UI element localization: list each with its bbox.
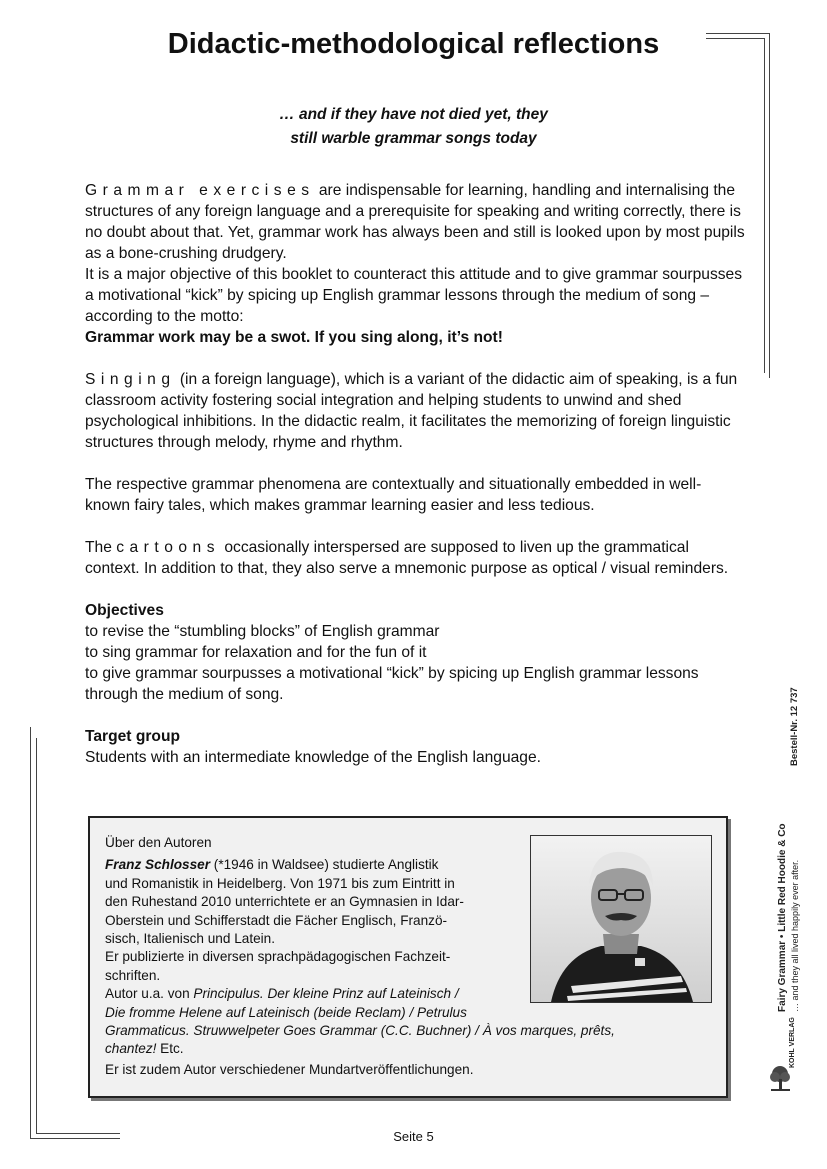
sidebar-imprint [752,687,822,1110]
objective-item: to give grammar sourpusses a motivational “kick” by spicing up English grammar lessons through the medium of song. [85,665,699,703]
paragraph-grammar-phenomena: The respective grammar phenomena are contextually and situationally embedded in well-known fairy tales, which makes grammar learning easier and less tedious. [85,476,702,514]
paragraph-text: It is a major objective of this booklet to counteract this attitude and to give grammar sourpusses a motivational “kick” by spicing up English grammar lessons through the medium of song – according to the motto: [85,266,743,325]
author-photo [530,835,712,1003]
bio-line: schriften. [105,967,161,983]
author-name: Franz Schlosser [105,857,211,873]
book-title-vertical: Fairy Grammar • Little Red Hoodie & Co [777,823,788,1012]
spaced-term: Grammar exercises [85,182,315,199]
bio-line: sisch, Italienisch und Latein. [105,931,276,947]
paragraph-text: The [85,539,117,556]
paragraph-text: are indispensable for learning, handling and internalising the structures of any foreign language and a prerequisite for speaking and writing correctly, there is no doubt about that. Yet, grammar work has always been and still is looked upon by most pupils as a bone-crushing drudgery. [85,182,745,262]
author-portrait-icon [531,836,711,1002]
bio-line: Grammaticus. Struwwelpeter Goes Grammar (C.C. Buchner) / À vos marques, prêts, [105,1023,615,1039]
bio-line: und Romanistik in Heidelberg. Von 1971 bis zum Eintritt in [105,875,455,891]
subtitle-line-2: still warble grammar songs today [290,130,537,147]
objective-item: to revise the “stumbling blocks” of English grammar [85,623,440,640]
bio-line: Autor u.a. von Principulus. Der kleine Prinz auf Lateinisch / [105,986,459,1002]
objectives-heading: Objectives [85,602,164,619]
book-subtitle-vertical: … and they all lived happily ever after. [790,859,800,1012]
publisher-name: KOHL VERLAG [789,1017,796,1068]
paragraph-text: (in a foreign language), which is a variant of the didactic aim of speaking, is a fun classroom activity fostering social integration and helping students to unwind and shed psychological inhibitions. In the didactic realm, it facilitates the memorizing of foreign linguistic structures through melody, rhyme and rhythm. [85,371,738,451]
subtitle-line-1: … and if they have not died yet, they [279,106,548,123]
author-box [88,816,728,1098]
target-group-section [85,726,745,768]
paragraph-singing [85,369,745,453]
paragraph-text: occasionally interspersed are supposed to liven up the grammatical context. In addition to that, they also serve a mnemonic purpose as optical / visual reminders. [85,539,729,577]
author-box-heading: Über den Autoren [105,835,212,850]
bio-line: Die fromme Helene auf Lateinisch (beide Reclam) / Petrulus [105,1004,467,1020]
main-text [85,180,745,789]
target-group-heading: Target group [85,728,181,745]
bio-line: chantez! Etc. [105,1041,184,1057]
paragraph-cartoons [85,537,745,579]
page-number: Seite 5 [393,1129,434,1144]
bio-line: Franz Schlosser (*1946 in Waldsee) studierte Anglistik [105,857,439,873]
bio-line: Er publizierte in diversen sprachpädagogischen Fachzeit- [105,949,451,965]
frame-left-vertical [30,727,31,1139]
target-group-text: Students with an intermediate knowledge of the English language. [85,749,541,766]
motto: Grammar work may be a swot. If you sing along, it’s not! [85,329,503,346]
frame-right-vertical-inner [764,38,765,373]
objectives-section [85,600,745,705]
spaced-term: Singing [85,371,176,388]
spaced-term: cartoons [116,539,221,556]
frame-left-vertical-inner [36,738,37,1134]
order-number: Bestell-Nr. 12 737 [789,687,800,766]
bio-line: Oberstein und Schifferstadt die Fächer Englisch, Franzö- [105,912,448,928]
page-subtitle [0,103,827,151]
objective-item: to sing grammar for relaxation and for the fun of it [85,644,427,661]
publisher-logo-icon [768,1065,792,1091]
bio-line: den Ruhestand 2010 unterrichtete er an Gymnasien in Idar- [105,894,464,910]
page-title: Didactic-methodological reflections [167,28,660,60]
paragraph-grammar-exercises [85,180,745,348]
frame-right-vertical [769,33,770,378]
bio-line: Er ist zudem Autor verschiedener Mundartveröffentlichungen. [105,1061,474,1077]
